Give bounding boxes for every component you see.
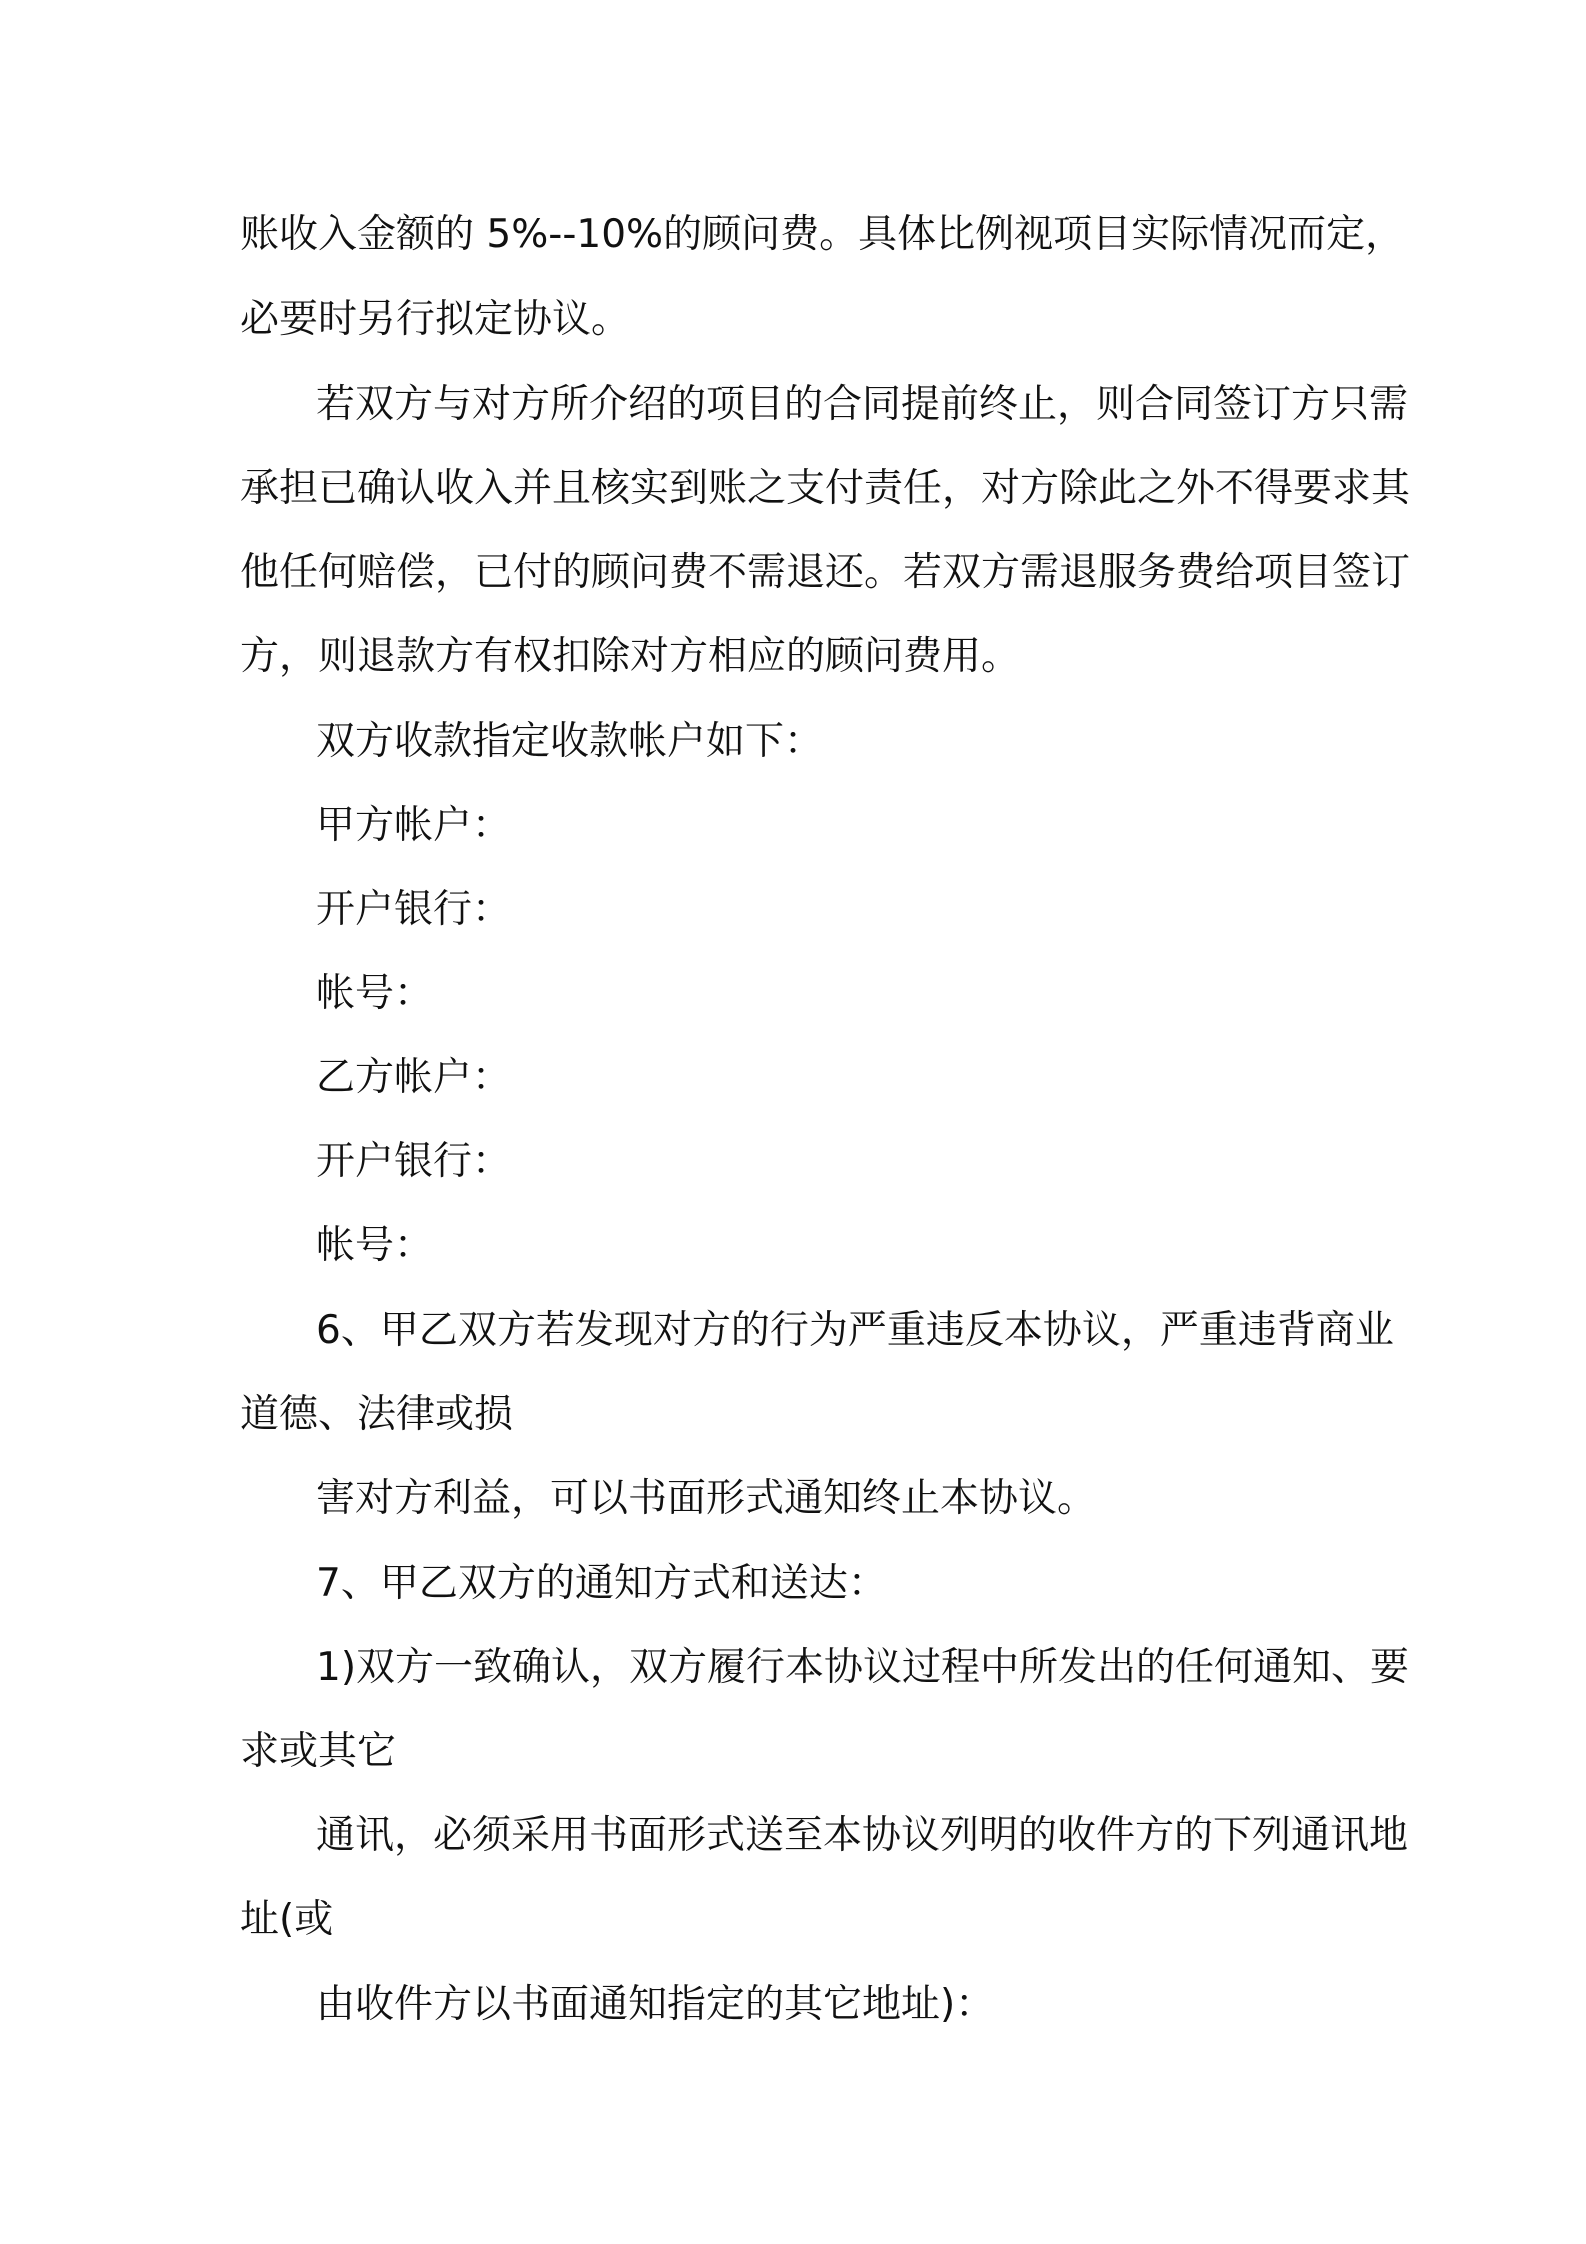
text-line-clause-6-2: 道德、法律或损	[240, 1392, 514, 1437]
text-line-party-b-account: 乙方帐户：	[316, 1055, 512, 1100]
text-line-accounts-heading: 双方收款指定收款帐户如下：	[316, 719, 824, 764]
text-line-party-a-account: 甲方帐户：	[316, 803, 512, 848]
text-line-party-a-bank: 开户银行：	[316, 887, 512, 932]
text-line-termination-3: 他任何赔偿，已付的顾问费不需退还。若双方需退服务费给项目签订	[240, 550, 1411, 595]
text-line-party-a-number: 帐号：	[316, 971, 434, 1016]
text-line-party-b-number: 帐号：	[316, 1223, 434, 1268]
text-line-clause-7-1a: 1)双方一致确认，双方履行本协议过程中所发出的任何通知、要	[316, 1645, 1410, 1690]
text-line-clause-7-1c: 通讯，必须采用书面形式送至本协议列明的收件方的下列通讯地	[316, 1813, 1409, 1858]
text-line-party-b-bank: 开户银行：	[316, 1139, 512, 1184]
text-line-fee-ratio: 账收入金额的 5%--10%的顾问费。具体比例视项目实际情况而定，	[240, 212, 1405, 257]
text-line-termination-4: 方，则退款方有权扣除对方相应的顾问费用。	[240, 634, 1021, 679]
text-line-termination-2: 承担已确认收入并且核实到账之支付责任，对方除此之外不得要求其	[240, 466, 1411, 511]
text-line-clause-7-heading: 7、甲乙双方的通知方式和送达：	[316, 1561, 887, 1606]
text-line-clause-6-1: 6、甲乙双方若发现对方的行为严重违反本协议，严重违背商业	[316, 1308, 1394, 1353]
text-line-clause-7-1b: 求或其它	[240, 1729, 397, 1774]
text-line-clause-7-1e: 由收件方以书面通知指定的其它地址)：	[316, 1982, 995, 2027]
text-line-clause-7-1d: 址(或	[240, 1897, 334, 1942]
text-line-termination-1: 若双方与对方所介绍的项目的合同提前终止，则合同签订方只需	[316, 382, 1409, 427]
text-line-agreement-note: 必要时另行拟定协议。	[240, 297, 631, 342]
text-line-clause-6-3: 害对方利益，可以书面形式通知终止本协议。	[316, 1476, 1097, 1521]
